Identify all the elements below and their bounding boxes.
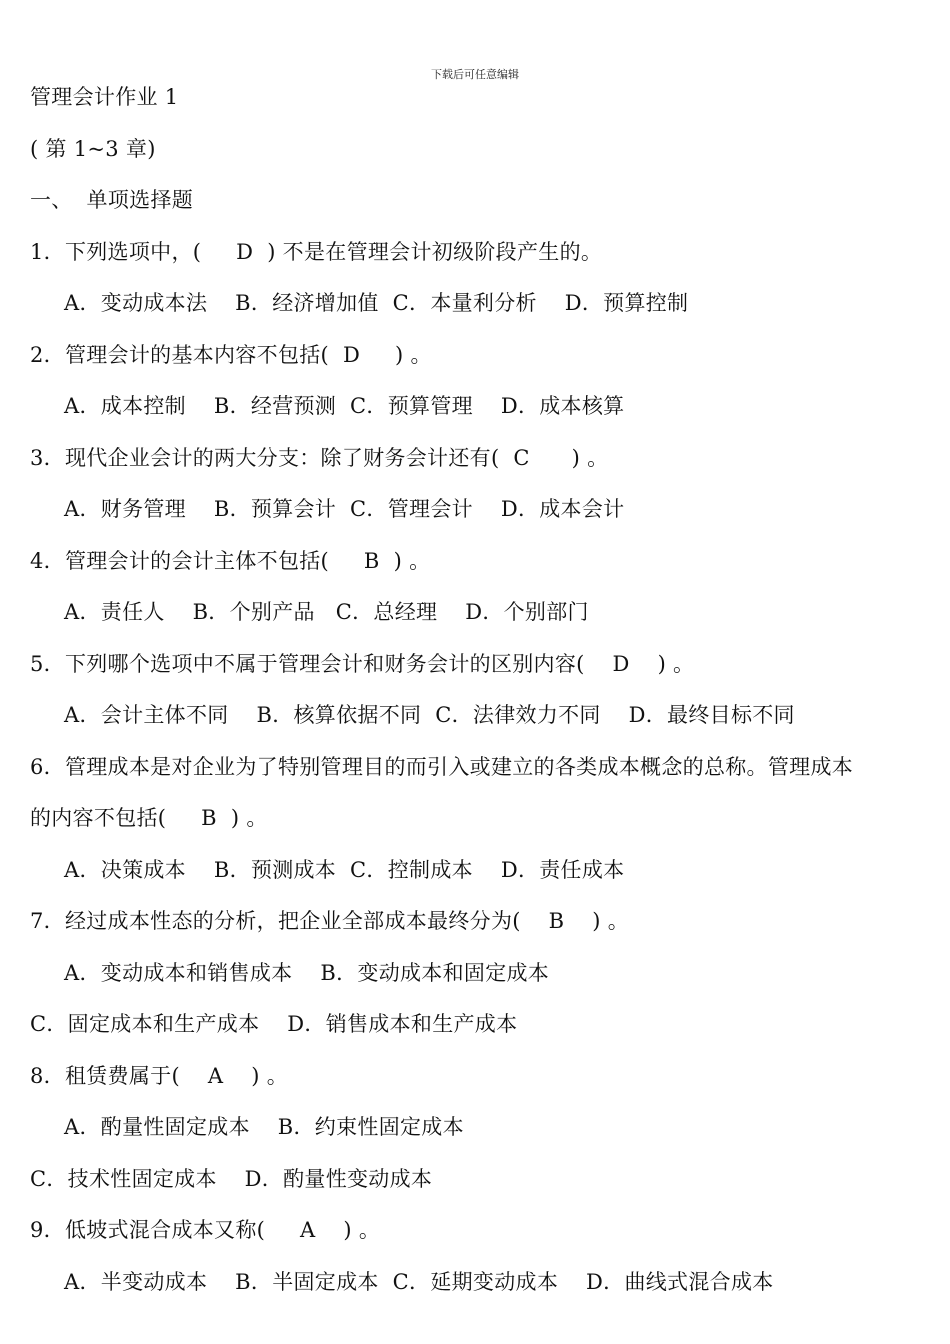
- section-heading: 一、 单项选择题: [30, 188, 194, 212]
- question-line: 7．经过成本性态的分析，把企业全部成本最终分为( B ) 。: [30, 909, 630, 933]
- question-line: 6．管理成本是对企业为了特别管理目的而引入或建立的各类成本概念的总称。管理成本: [30, 754, 854, 779]
- answer-options-line: A．决策成本 B．预测成本 C．控制成本 D．责任成本: [64, 857, 625, 882]
- question-line: 9．低坡式混合成本又称( A ) 。: [30, 1218, 381, 1242]
- question-list: [30, 235, 925, 1317]
- question-line: C．技术性固定成本 D．酌量性变动成本: [30, 1166, 433, 1191]
- question-line: 8．租赁费属于( A ) 。: [30, 1063, 288, 1088]
- question-line: 的内容不包括( B ) 。: [30, 806, 268, 830]
- question-line: C．固定成本和生产成本 D．销售成本和生产成本: [30, 1012, 518, 1036]
- document-title: 管理会计作业 1: [30, 85, 179, 109]
- question-line: 5．下列哪个选项中不属于管理会计和财务会计的区别内容( D ) 。: [30, 651, 695, 676]
- question-line: 3．现代企业会计的两大分支：除了财务会计还有( C ) 。: [30, 445, 609, 470]
- answer-options-line: A．会计主体不同 B．核算依据不同 C．法律效力不同 D．最终目标不同: [64, 703, 795, 727]
- answer-options-line: A．变动成本法 B．经济增加值 C．本量利分析 D．预算控制: [64, 291, 689, 315]
- question-line: 1．下列选项中，( D ) 不是在管理会计初级阶段产生的。: [30, 239, 603, 264]
- question-line: 2．管理会计的基本内容不包括( D ) 。: [30, 342, 432, 367]
- answer-options-line: A．财务管理 B．预算会计 C．管理会计 D．成本会计: [64, 497, 625, 521]
- answer-options-line: A．半变动成本 B．半固定成本 C．延期变动成本 D．曲线式混合成本: [64, 1269, 774, 1294]
- header-note: 下载后可任意编辑: [431, 68, 519, 81]
- answer-options-line: A．变动成本和销售成本 B．变动成本和固定成本: [64, 960, 550, 985]
- document-body: [30, 80, 925, 1316]
- question-line: 4．管理会计的会计主体不包括( B ) 。: [30, 548, 431, 573]
- chapter-range: ( 第 1~3 章): [30, 136, 156, 161]
- answer-options-line: A．成本控制 B．经营预测 C．预算管理 D．成本核算: [64, 394, 625, 418]
- answer-options-line: A．酌量性固定成本 B．约束性固定成本: [64, 1115, 464, 1139]
- answer-options-line: A．责任人 B．个别产品 C．总经理 D．个别部门: [64, 600, 589, 624]
